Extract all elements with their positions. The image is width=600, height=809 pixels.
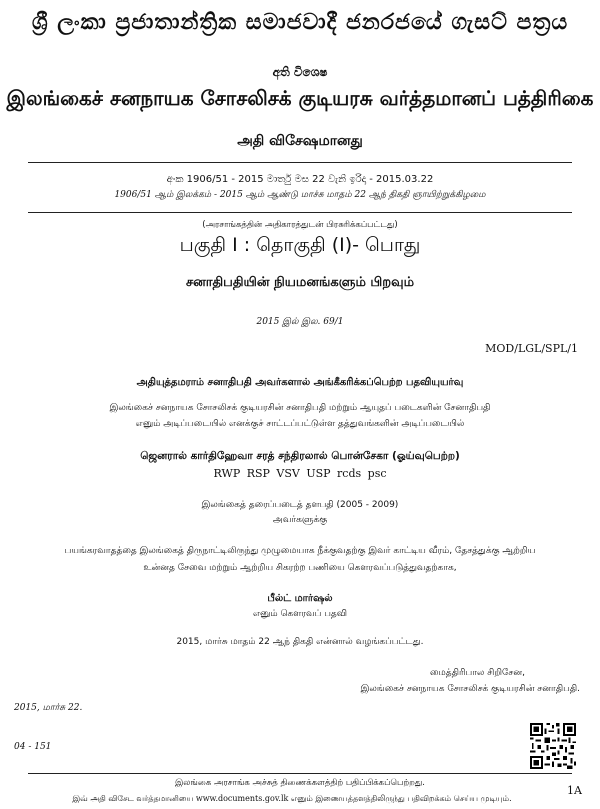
reference-code: MOD/LGL/SPL/1 bbox=[485, 342, 578, 355]
printer-note: இலங்கை அரசாங்க அச்சுத் திணைக்களத்திற் பதிப்பிக்கப்பெற்றது. bbox=[175, 778, 425, 788]
footer-divider bbox=[28, 773, 572, 774]
tamil-extraordinary-label: அதி விசேஷமானது bbox=[237, 133, 363, 149]
issue-line-sinhala: අංක 1906/51 - 2015 මාර්තු මස 22 වැනි ඉරිදා - 2015.03.22 bbox=[166, 174, 434, 185]
rank-title: பீல்ட் மார்ஷல் bbox=[267, 593, 333, 604]
document-code: 04 - 151 bbox=[14, 742, 52, 752]
citation-line-2: உன்னத சேவை மற்றும் ஆற்றிய சிகரற்ற பணியை கௌரவப்படுத்துவதற்காக, bbox=[143, 563, 457, 573]
citation-line-1: பயங்கரவாதத்தை இலங்கைத் திருநாட்டிலிருந்து முழுமையாக நீக்குவதற்கு இவர் காட்டிய வீரம், தேசத்துக்கு ஆற்றிய bbox=[64, 546, 536, 556]
header-divider-bottom bbox=[28, 212, 572, 213]
authority-line-2: எனும் அடிப்படையில் எனக்குச் சாட்டப்பட்டுள்ள தத்துவங்களின் அடிப்படையில் bbox=[135, 419, 465, 429]
issue-line-tamil: 1906/51 ஆம் இலக்கம் - 2015 ஆம் ஆண்டு மாச்சு மாதம் 22 ஆந் திகதி ஞாயிற்றுக்கிழமை bbox=[114, 190, 486, 200]
page-number: 1A bbox=[567, 784, 582, 797]
signatory-title: இலங்கைச் சனநாயக சோசலிசக் குடியரசின் சனாதிபதி. bbox=[360, 684, 580, 694]
awardee-name: ஜெனரால் கார்திஹேவா சரத் சந்திரலால் பொன்சேகா (ஓய்வுபெற்ற) bbox=[140, 450, 460, 462]
conferred-statement: 2015, மார்சு மாதம் 22 ஆந் திகதி என்னால் வழங்கப்பட்டது. bbox=[176, 637, 424, 647]
part-heading: பகுதி I : தொகுதி (I)- பொது bbox=[179, 234, 421, 256]
sinhala-extraordinary-label: අති විශෙෂ bbox=[272, 65, 328, 79]
qr-code-icon bbox=[530, 723, 576, 769]
promotion-heading: அதியுத்தமராம் சனாதிபதி அவர்களால் அங்கீகரிக்கப்பெற்ற பதவியுயர்வு bbox=[136, 377, 464, 388]
section-heading: சனாதிபதியின் நியமனங்களும் பிறவும் bbox=[185, 275, 415, 290]
authority-line-1: இலங்கைச் சனநாயக சோசலிசக் குடியரசின் சனாதிபதி மற்றும் ஆயுதப் படைகளின் சேனாதிபதி bbox=[109, 403, 491, 413]
army-to-line: அவர்களுக்கு bbox=[272, 515, 328, 525]
sinhala-gazette-title: ශ්‍රී ලංකා ප්‍රජාතාන්ත්‍රික සමාජවාදී ජනරජයේ ගැසට් පත්‍රය bbox=[31, 10, 569, 35]
download-note: இவ் அதி விசேட வர்த்தமானியை www.documents.gov.lk எனும் இணையத்தளத்திலிருந்து பதிவிறக்கம் செய்ய முடியும். bbox=[72, 794, 512, 803]
authority-note: (அரசாங்கத்தின் அதிகாரத்துடன் பிரசுரிக்கப்பட்டது) bbox=[202, 220, 398, 230]
tamil-gazette-title: இலங்கைச் சனநாயக சோசலிசக் குடியரசு வர்த்தமானப் பத்திரிகை bbox=[6, 86, 594, 110]
signing-date: 2015, மார்சு 22. bbox=[14, 703, 83, 713]
awardee-honours: RWP RSP VSV USP rcds psc bbox=[213, 467, 387, 480]
gazette-number: 2015 இல் இல. 69/1 bbox=[256, 317, 344, 327]
signatory-name: மைத்திரிபால சிறிசேன, bbox=[430, 668, 525, 678]
rank-subtitle: எனும் கௌரவப் பதவி bbox=[252, 609, 348, 619]
header-divider-top bbox=[28, 162, 572, 163]
army-commander-line: இலங்கைத் தரைப்படைத் தளபதி (2005 - 2009) bbox=[201, 500, 399, 510]
